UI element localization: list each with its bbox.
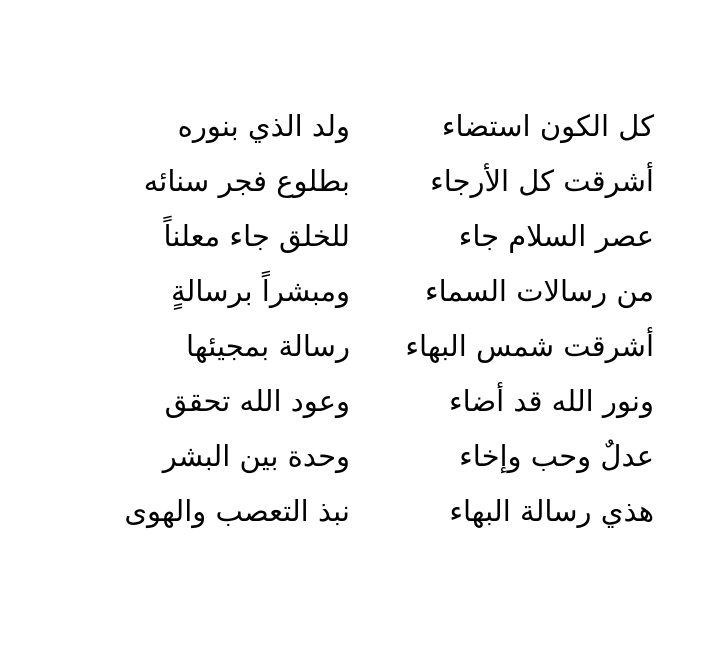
second-hemistich: ومبشراً برسالةٍ	[170, 274, 350, 308]
first-hemistich: ونور الله قد أضاء	[449, 384, 654, 418]
second-hemistich: نبذ التعصب والهوى	[124, 494, 350, 528]
first-hemistich: كل الكون استضاء	[441, 109, 654, 143]
poem-line	[0, 156, 710, 206]
poem-line	[0, 486, 710, 536]
second-hemistich: وعود الله تحقق	[164, 384, 350, 418]
poem-line	[0, 101, 710, 151]
poem-line	[0, 211, 710, 261]
first-hemistich: من رسالات السماء	[424, 274, 654, 308]
poem-line	[0, 321, 710, 371]
second-hemistich: بطلوع فجر سنائه	[143, 164, 350, 198]
second-hemistich: للخلق جاء معلناً	[163, 219, 350, 253]
first-hemistich: عصر السلام جاء	[458, 219, 654, 253]
second-hemistich: وحدة بين البشر	[162, 439, 350, 473]
first-hemistich: هذي رسالة البهاء	[449, 494, 654, 528]
second-hemistich: رسالة بمجيئها	[185, 329, 350, 363]
poem-line	[0, 266, 710, 316]
poem-line	[0, 431, 710, 481]
first-hemistich: أشرقت كل الأرجاء	[430, 164, 654, 198]
poem-line	[0, 376, 710, 426]
second-hemistich: ولد الذي بنوره	[177, 109, 350, 143]
first-hemistich: عدلٌ وحب وإخاء	[459, 439, 654, 473]
first-hemistich: أشرقت شمس البهاء	[405, 329, 654, 363]
